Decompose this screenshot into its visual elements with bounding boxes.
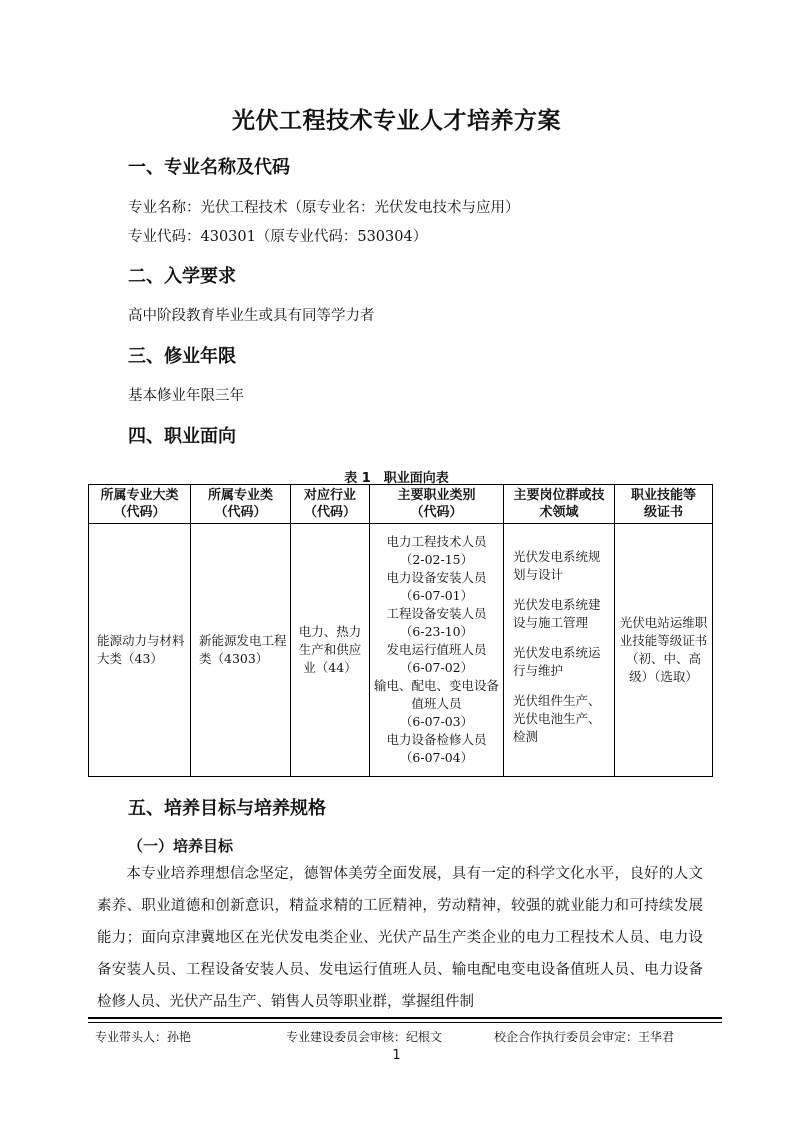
training-goal-subheading: （一）培养目标: [128, 837, 234, 855]
section-1-heading: 一、专业名称及代码: [128, 157, 290, 178]
header-certificate: 职业技能等 级证书: [615, 485, 713, 524]
occupation-code: （6-07-02）: [399, 660, 474, 675]
position-item: 光伏发电系统建设与施工管理: [513, 597, 601, 630]
position-item: 光伏发电系统规划与设计: [513, 549, 601, 582]
section-5-heading: 五、培养目标与培养规格: [128, 798, 326, 819]
occupation-name: 电力设备安装人员: [386, 570, 487, 585]
document-title: 光伏工程技术专业人才培养方案: [232, 108, 561, 134]
section-4-heading: 四、职业面向: [128, 426, 236, 447]
header-industry: 对应行业 （代码）: [291, 485, 370, 524]
occupation-code: （6-07-03）: [399, 714, 474, 729]
footer-leader: 专业带头人：孙艳: [95, 1030, 192, 1044]
position-item: 光伏发电系统运行与维护: [513, 645, 601, 678]
occupation-name: 电力工程技术人员: [386, 534, 487, 549]
admission-text: 高中阶段教育毕业生或具有同等学力者: [128, 308, 375, 324]
occupation-code: （6-07-01）: [399, 588, 474, 603]
footer-rule-thick: [88, 1017, 722, 1019]
cell-certificate: 光伏电站运维职业技能等级证书（初、中、高级）（选取）: [615, 524, 713, 777]
header-major-category: 所属专业大类 （代码）: [89, 485, 191, 524]
header-positions: 主要岗位群或技 术领域: [504, 485, 615, 524]
cell-major-category: 能源动力与材料大类（43）: [89, 524, 191, 777]
training-goal-paragraph: 本专业培养理想信念坚定，德智体美劳全面发展，具有一定的科学文化水平，良好的人文素养、职业道德和创新意识，精益求精的工匠精神，劳动精神，较强的就业能力和可持续发展能力；面向京津冀地区在光伏发电类企业、光伏产品生产类企业的电力工程技术人员、电力设备安装人员、工程设备安装人员、发电运行值班人员、输电配电变电设备值班人员、电力设备检修人员、光伏产品生产、销售人员等职业群，掌握组件制: [97, 866, 703, 1010]
occupation-name: 发电运行值班人员: [386, 642, 487, 657]
section-2-heading: 二、入学要求: [128, 266, 236, 287]
footer-rule-thin: [88, 1022, 722, 1023]
section-3-heading: 三、修业年限: [128, 346, 236, 367]
cell-major-class: 新能源发电工程类（4303）: [191, 524, 291, 777]
footer-school: 校企合作执行委员会审定：王华君: [494, 1030, 675, 1044]
position-item: 光伏组件生产、光伏电池生产、检测: [513, 693, 601, 744]
major-code-line: 专业代码：430301（原专业代码：530304）: [128, 229, 428, 245]
occupation-name: 输电、配电、变电设备值班人员: [373, 678, 499, 711]
cell-industry: 电力、热力生产和供应业（44）: [291, 524, 370, 777]
occupation-name: 工程设备安装人员: [386, 606, 487, 621]
page-number: 1: [392, 1048, 401, 1063]
career-orientation-table: [88, 484, 713, 777]
occupation-code: （6-07-04）: [399, 750, 474, 765]
occupation-code: （2-02-15）: [399, 552, 474, 567]
duration-text: 基本修业年限三年: [128, 388, 244, 404]
header-major-class: 所属专业类 （代码）: [191, 485, 291, 524]
footer-committee: 专业建设委员会审核：纪根文: [286, 1030, 443, 1044]
occupation-code: （6-23-10）: [399, 624, 474, 639]
header-occupation: 主要职业类别 （代码）: [370, 485, 504, 524]
cell-positions: [504, 524, 615, 777]
table-header-row: [89, 485, 713, 524]
cell-occupations: [370, 524, 504, 777]
major-name-line: 专业名称：光伏工程技术（原专业名：光伏发电技术与应用）: [128, 200, 520, 216]
occupation-name: 电力设备检修人员: [386, 732, 487, 747]
table-row: [89, 524, 713, 777]
table-caption: 表 1 职业面向表: [344, 471, 449, 486]
